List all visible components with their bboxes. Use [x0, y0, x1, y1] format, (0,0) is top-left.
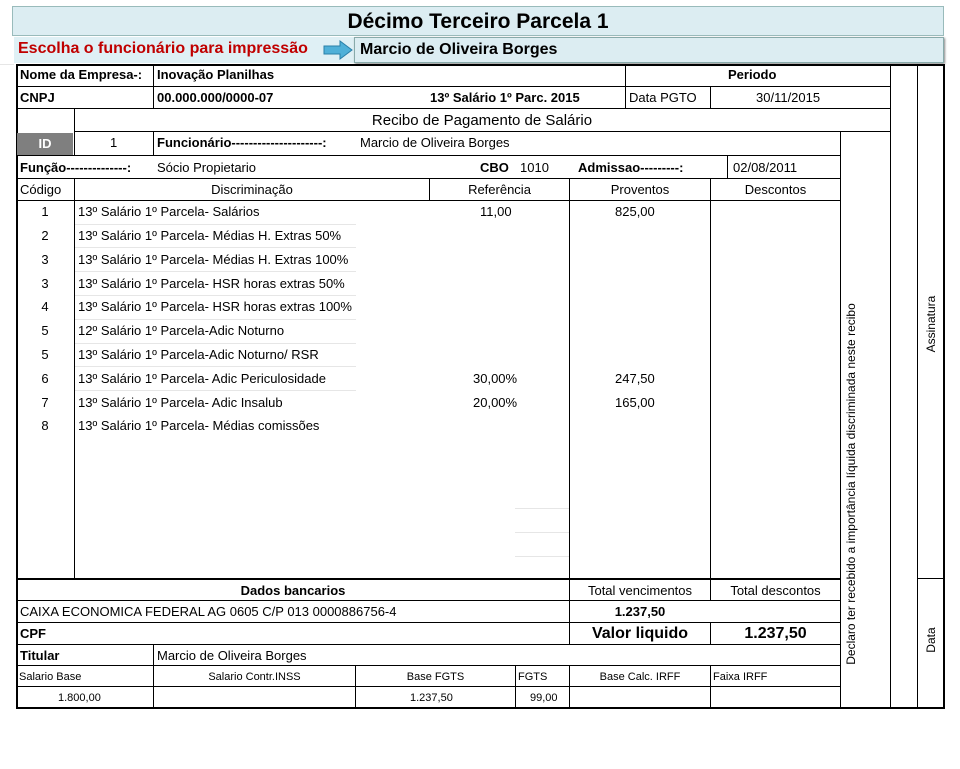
- header-description: Discriminação: [211, 182, 293, 197]
- row-description: 13º Salário 1º Parcela- HSR horas extras 100%: [78, 299, 352, 314]
- net-value-label: Valor liquido: [591, 625, 688, 642]
- row-code: 3: [41, 276, 49, 291]
- row-code: 5: [41, 323, 49, 338]
- period-value: 13º Salário 1º Parc. 2015: [430, 90, 580, 105]
- fgts-value: 99,00: [530, 692, 558, 704]
- row-code: 8: [41, 418, 49, 433]
- pay-date: 30/11/2015: [756, 90, 821, 105]
- date-label: Data: [924, 627, 938, 653]
- cnpj-value: 00.000.000/0000-07: [157, 90, 274, 105]
- fgts-base: 1.237,50: [410, 692, 453, 704]
- company-name: Inovação Planilhas: [157, 67, 275, 82]
- row-code: 5: [41, 347, 49, 362]
- row-description: 13º Salário 1º Parcela- Médias comissões: [78, 418, 320, 433]
- row-description: 13º Salário 1º Parcela-Adic Noturno/ RSR: [78, 347, 319, 362]
- role-value: Sócio Propietario: [157, 160, 256, 175]
- row-code: 2: [41, 228, 49, 243]
- page-title: Décimo Terceiro Parcela 1: [12, 6, 944, 36]
- row-reference: 20,00%: [473, 395, 518, 410]
- base-salary: 1.800,00: [58, 692, 101, 704]
- row-description: 13º Salário 1º Parcela- Salários: [78, 204, 260, 219]
- fgts-label: FGTS: [518, 671, 548, 683]
- cpf-label: CPF: [20, 626, 46, 641]
- bank-header: Dados bancarios: [240, 583, 346, 598]
- header-deductions: Descontos: [744, 182, 807, 197]
- row-code: 1: [41, 204, 49, 219]
- holder-name: Marcio de Oliveira Borges: [157, 648, 307, 663]
- holder-label: Titular: [20, 648, 60, 663]
- header-earnings: Proventos: [610, 182, 670, 197]
- row-earnings: 825,00: [615, 204, 655, 219]
- base-salary-label: Salario Base: [19, 671, 82, 683]
- irrf-base-label: Base Calc. IRFF: [599, 671, 681, 683]
- employee-name: Marcio de Oliveira Borges: [360, 135, 510, 150]
- row-description: 13º Salário 1º Parcela- HSR horas extras 50%: [78, 276, 345, 291]
- row-code: 6: [41, 371, 49, 386]
- header-code: Código: [20, 182, 62, 197]
- admission-label: Admissao---------:: [578, 160, 684, 175]
- receipt-title: Recibo de Pagamento de Salário: [371, 112, 593, 129]
- row-description: 13º Salário 1º Parcela- Médias H. Extras 100%: [78, 252, 349, 267]
- id-label: ID: [17, 133, 73, 155]
- arrow-right-icon: [322, 39, 354, 61]
- row-code: 7: [41, 395, 49, 410]
- company-name-label: Nome da Empresa-:: [20, 67, 143, 82]
- cbo-label: CBO: [480, 160, 509, 175]
- employee-selector-label: Escolha o funcionário para impressão: [14, 37, 354, 63]
- total-earnings-label: Total vencimentos: [587, 583, 693, 598]
- employee-name-label: Funcionário---------------------:: [157, 135, 327, 150]
- inss-label: Salario Contr.INSS: [208, 671, 301, 683]
- header-reference: Referência: [468, 182, 531, 197]
- row-description: 12º Salário 1º Parcela-Adic Noturno: [78, 323, 285, 338]
- declaration-text: Declaro ter recebido a importância líquida discriminada neste recibo: [844, 303, 858, 665]
- total-earnings: 1.237,50: [614, 604, 666, 619]
- role-label: Função--------------:: [20, 160, 132, 175]
- pay-date-label: Data PGTO: [629, 90, 697, 105]
- signature-label: Assinatura: [924, 295, 938, 353]
- row-code: 4: [41, 299, 49, 314]
- row-code: 3: [41, 252, 49, 267]
- fgts-base-label: Base FGTS: [406, 671, 465, 683]
- total-deductions-label: Total descontos: [730, 583, 821, 598]
- row-description: 13º Salário 1º Parcela- Médias H. Extras 50%: [78, 228, 342, 243]
- admission-date: 02/08/2011: [733, 160, 798, 175]
- row-earnings: 247,50: [615, 371, 655, 386]
- employee-selector-input[interactable]: Marcio de Oliveira Borges: [354, 37, 944, 63]
- cnpj-label: CNPJ: [20, 90, 55, 105]
- row-description: 13º Salário 1º Parcela- Adic Periculosidade: [78, 371, 326, 386]
- row-earnings: 165,00: [615, 395, 655, 410]
- cbo-value: 1010: [520, 160, 549, 175]
- bank-account: CAIXA ECONOMICA FEDERAL AG 0605 C/P 013 0000886756-4: [20, 604, 397, 619]
- period-header: Periodo: [728, 67, 777, 82]
- employee-id: 1: [110, 135, 118, 150]
- row-description: 13º Salário 1º Parcela- Adic Insalub: [78, 395, 283, 410]
- row-reference: 30,00%: [473, 371, 518, 386]
- row-reference: 11,00: [480, 204, 512, 219]
- irrf-range-label: Faixa IRFF: [713, 671, 768, 683]
- net-value: 1.237,50: [744, 625, 807, 642]
